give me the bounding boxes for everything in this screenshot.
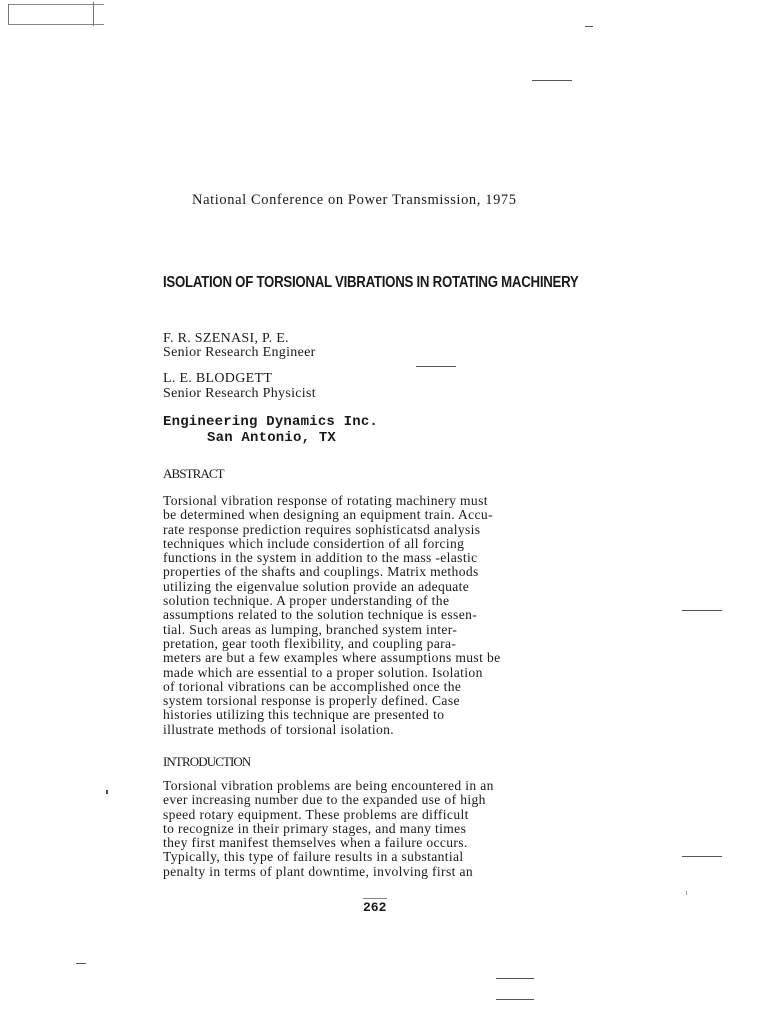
- scan-artifact-bottom-dash: [76, 963, 86, 964]
- introduction-body: [163, 779, 593, 879]
- abstract-line: tial. Such areas as lumping, branched system inter-: [163, 621, 458, 637]
- abstract-body: [163, 494, 593, 737]
- abstract-heading: ABSTRACT: [163, 466, 224, 481]
- author-1-role: Senior Research Engineer: [163, 345, 316, 360]
- abstract-line: of torional vibrations can be accomplished once the: [163, 678, 462, 694]
- author-2-name: L. E. BLODGETT: [163, 371, 273, 386]
- abstract-line: properties of the shafts and couplings. Matrix methods: [163, 564, 479, 580]
- abstract-line: Torsional vibration response of rotating machinery must: [163, 493, 488, 508]
- abstract-line: utilizing the eigenvalue solution provide an adequate: [163, 578, 470, 594]
- pagenum-overline: [363, 898, 387, 899]
- scan-artifact-dash: [585, 26, 593, 27]
- scan-artifact-mark: [93, 2, 94, 26]
- introduction-line: penalty in terms of plant downtime, involving first an: [163, 863, 473, 879]
- margin-rule-right-1: [682, 610, 722, 611]
- affiliation-company: Engineering Dynamics Inc.: [163, 414, 379, 430]
- abstract-line: be determined when designing an equipment train. Accu-: [163, 507, 493, 523]
- author-1-name: F. R. SZENASI, P. E.: [163, 331, 289, 346]
- introduction-line: to recognize in their primary stages, and many times: [163, 820, 467, 836]
- scan-artifact-top-line-2: [8, 24, 104, 25]
- abstract-line: histories utilizing this technique are presented to: [163, 707, 445, 723]
- introduction-heading: INTRODUCTION: [163, 754, 251, 769]
- abstract-line: pretation, gear tooth flexibility, and coupling para-: [163, 635, 457, 651]
- abstract-line: system torsional response is properly defined. Case: [163, 693, 460, 709]
- margin-rule-right-2: [682, 856, 722, 857]
- introduction-line: they first manifest themselves when a failure occurs.: [163, 835, 468, 851]
- margin-rule-top: [532, 80, 572, 81]
- author-2-role: Senior Research Physicist: [163, 386, 316, 401]
- margin-rule-bottom-1: [496, 978, 534, 979]
- abstract-line: solution technique. A proper understanding of the: [163, 593, 450, 609]
- scan-artifact-left-edge: [8, 4, 9, 24]
- conference-line: National Conference on Power Transmission, 1975: [192, 192, 517, 208]
- affiliation-location: San Antonio, TX: [207, 430, 337, 446]
- introduction-line: Torsional vibration problems are being encountered in an: [163, 778, 494, 793]
- scan-speck-left: [106, 790, 108, 794]
- paper-title: ISOLATION OF TORSIONAL VIBRATIONS IN ROTATING MACHINERY: [163, 274, 579, 291]
- introduction-line: speed rotary equipment. These problems are difficult: [163, 806, 469, 822]
- introduction-line: ever increasing number due to the expanded use of high: [163, 792, 486, 808]
- abstract-line: illustrate methods of torsional isolation.: [163, 721, 395, 737]
- scan-artifact-top-line: [8, 4, 104, 5]
- abstract-line: functions in the system in addition to the mass -elastic: [163, 550, 478, 566]
- abstract-line: assumptions related to the solution technique is essen-: [163, 607, 478, 623]
- margin-rule-mid: [416, 366, 456, 367]
- abstract-line: techniques which include considertion of all forcing: [163, 535, 465, 551]
- introduction-line: Typically, this type of failure results in a substantial: [163, 849, 464, 865]
- page-number: 262: [363, 900, 387, 915]
- abstract-line: made which are essential to a proper solution. Isolation: [163, 664, 483, 680]
- margin-rule-bottom-2: [496, 999, 534, 1000]
- scan-speck-right: [686, 891, 687, 895]
- abstract-line: rate response prediction requires sophisticatsd analysis: [163, 521, 481, 537]
- abstract-line: meters are but a few examples where assumptions must be: [163, 650, 501, 666]
